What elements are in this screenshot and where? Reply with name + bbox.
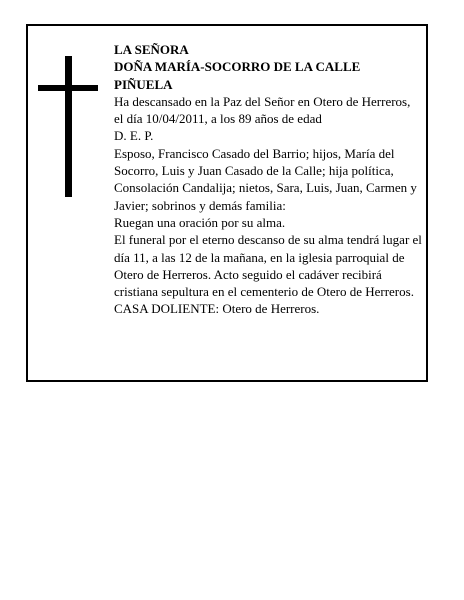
obituary-notice <box>26 24 428 382</box>
family-list: Esposo, Francisco Casado del Barrio; hijos, María del Socorro, Luis y Juan Casado de la Calle; hija política, Consolación Candalija; nietos, Sara, Luis, Juan, Carmen y Javier; sobrinos y demás familia: <box>114 145 417 213</box>
rip-text: D. E. P. <box>114 128 154 144</box>
notice-title: LA SEÑORA <box>114 42 189 57</box>
death-notice-text: Ha descansado en la Paz del Señor en Otero de Herreros, el día 10/04/2011, a los 89 años de edad <box>114 93 411 127</box>
prayer-request: Ruegan una oración por su alma. <box>114 214 286 230</box>
mourning-house: CASA DOLIENTE: Otero de Herreros. <box>114 301 320 317</box>
deceased-name: DOÑA MARÍA-SOCORRO DE LA CALLE PIÑUELA <box>114 59 361 92</box>
cross-icon-crossbar <box>38 85 98 91</box>
cross-icon <box>65 56 72 197</box>
notice-text-block <box>114 41 422 318</box>
funeral-details: El funeral por el eterno descanso de su alma tendrá lugar el día 11, a las 12 de la mañana, en la iglesia parroquial de Otero de Herreros. Acto seguido el cadáver recibirá cristiana sepultura en el cementerio de Otero de Herreros. <box>114 232 422 300</box>
